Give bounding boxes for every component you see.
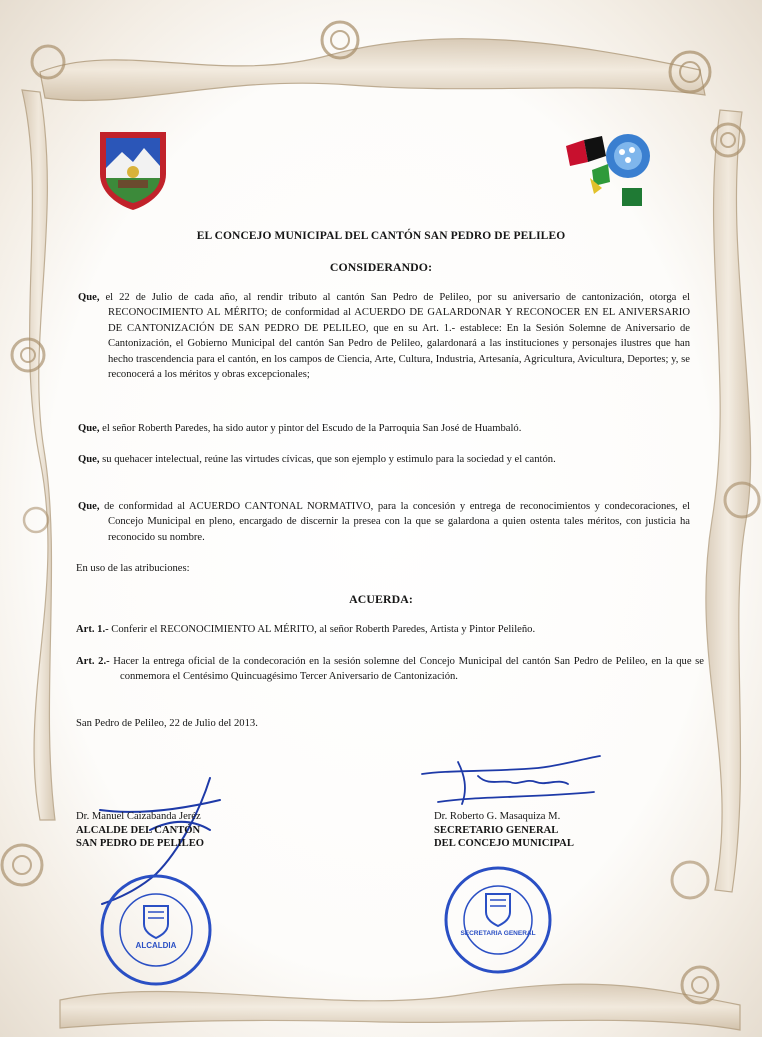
clause-text: el señor Roberth Paredes, ha sido autor y pintor del Escudo de la Parroquia San José de Huambaló. (99, 423, 522, 434)
article-1 (76, 622, 660, 637)
seal-center-label: ALCALDIA (135, 941, 177, 950)
clause-lead: Que, (78, 423, 100, 434)
mayor-signature-block (76, 810, 204, 851)
mayor-title-line-2: SAN PEDRO DE PELILEO (76, 838, 205, 849)
article-text: Hacer la entrega oficial de la condecoración en la sesión solemne del Concejo Municipal del cantón San Pedro de Pelileo, en la que se conmemora el Centésimo Quincuagésimo Tercer Aniversario de Cantonización. (109, 656, 704, 683)
article-lead: Art. 1.- (76, 624, 109, 635)
clause-3 (78, 452, 690, 467)
clause-2 (78, 421, 660, 436)
secretary-name: Dr. Roberto G. Masaquiza M. (434, 811, 561, 822)
seal-center-label: SECRETARIA GENERAL (460, 930, 536, 937)
clause-1 (78, 290, 690, 382)
clause-lead: Que, (78, 454, 100, 465)
secretary-title-line-2: DEL CONCEJO MUNICIPAL (434, 838, 574, 849)
article-2 (76, 654, 704, 685)
mayor-name: Dr. Manuel Caizabanda Jeréz (76, 811, 201, 822)
clause-lead: Que, (78, 292, 100, 303)
place-date: San Pedro de Pelileo, 22 de Julio del 2013. (76, 718, 258, 729)
article-lead: Art. 2.- (76, 656, 110, 667)
council-title: EL CONCEJO MUNICIPAL DEL CANTÓN SAN PEDRO DE PELILEO (196, 230, 566, 242)
clause-lead: Que, (78, 501, 100, 512)
clause-text: su quehacer intelectual, reúne las virtudes cívicas, que son ejemplo y estimulo para la sociedad y el cantón. (99, 454, 556, 465)
clause-text: de conformidad al ACUERDO CANTONAL NORMATIVO, para la concesión y entrega de reconocimientos y condecoraciones, el Concejo Municipal en pleno, encargado de discernir la presea con la que se galardona a quien ostenta tales méritos, con justicia ha reconocido su nombre. (99, 501, 690, 543)
secretary-title: SECRETARIO GENERAL (434, 824, 559, 836)
acuerda-heading: ACUERDA: (349, 592, 413, 606)
article-text: Conferir el RECONOCIMIENTO AL MÉRITO, al señor Roberth Paredes, Artista y Pintor Pelileño. (108, 624, 536, 635)
secretary-office-seal (442, 864, 554, 976)
secretary-signature-block (434, 810, 574, 851)
considerando-heading: CONSIDERANDO: (329, 260, 433, 274)
clause-text: el 22 de Julio de cada año, al rendir tributo al cantón San Pedro de Pelileo, por su aniversario de cantonización, otorga el RECONOCIMIENTO AL MÉRITO; de conformidad al ACUERDO DE GALARDONAR Y RECONOCER EN EL ANIVERSARIO DE CANTONIZACIÓN DE SAN PEDRO DE PELILEO, que en su Art. 1.- establece: En la Sesión Solemne de Aniversario de Cantonización, el Gobierno Municipal del cantón San Pedro de Pelileo, galardonará a las instituciones y personajes ilustres que han hecho trascendencia para el cantón, en los campos de Ciencia, Arte, Cultura, Industria, Artesanía, Agricultura, Avicultura, Deportes; y, se reconocerá a los méritos y obras excepcionales; (99, 292, 690, 381)
clause-4 (78, 499, 690, 545)
atribuciones-line: En uso de las atribuciones: (76, 563, 190, 574)
mayor-office-seal (98, 872, 214, 988)
mayor-title: ALCALDE DEL CANTÓN (76, 824, 201, 836)
